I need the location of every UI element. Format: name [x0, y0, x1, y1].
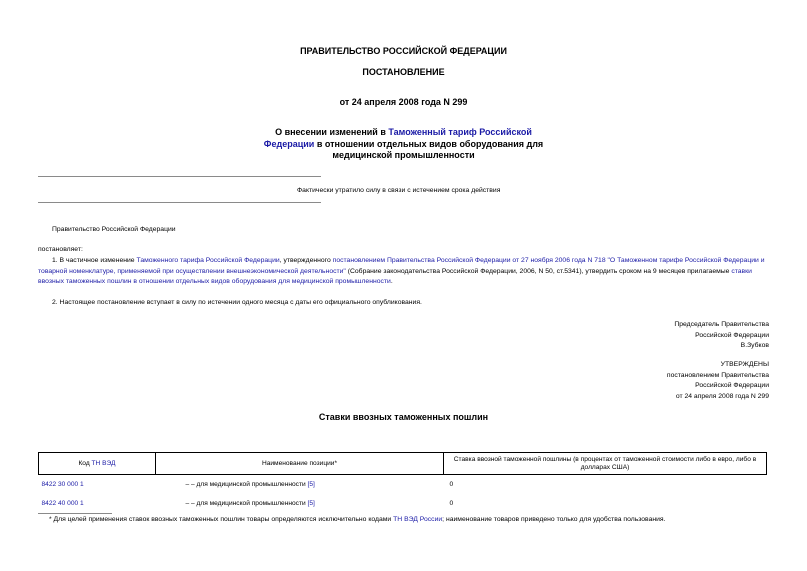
rates-heading: Ставки ввозных таможенных пошлин: [318, 412, 489, 422]
col-name-header: Наименование позиции*: [156, 453, 444, 475]
col-rate-header: Ставка ввозной таможенной пошлины (в процентах от таможенной стоимости либо в евро, либо в долларах США): [444, 453, 767, 475]
title-text-end: в отношении отдельных видов оборудования для медицинской промышленности: [314, 138, 544, 160]
table-row: [39, 494, 767, 513]
approval-block: [667, 360, 769, 402]
p1-text-a: 1. В частичное изменение: [52, 257, 137, 264]
approval-line-3: Российской Федерации: [695, 382, 769, 389]
row-code-link[interactable]: 8422 40 000 1: [41, 500, 84, 507]
paragraph-1: [38, 256, 769, 288]
table-header-row: [39, 453, 767, 475]
document-title: [250, 127, 557, 162]
row-ref-link[interactable]: [5]: [307, 500, 315, 507]
row-name: [156, 475, 444, 495]
document-date-number: от 24 апреля 2008 года N 299: [339, 97, 468, 107]
p1-rates-link[interactable]: ставки ввозных таможенных пошлин в отношении отдельных видов оборудования для медицинской промышленности: [38, 267, 752, 285]
p1-tariff-link[interactable]: Таможенного тарифа Российской Федерации: [136, 257, 280, 264]
row-ref-link[interactable]: [5]: [307, 481, 315, 488]
title-text-start: О внесении изменений в: [275, 127, 389, 137]
divider-top: [38, 176, 321, 177]
footnote: [49, 515, 666, 526]
status-note: Фактически утратило силу в связи с истечением срока действия: [297, 187, 501, 194]
row-code: [39, 494, 156, 513]
title-tariff-link[interactable]: Таможенный тариф Российской Федерации: [263, 127, 532, 149]
approval-line-1: УТВЕРЖДЕНЫ: [720, 361, 769, 368]
approval-line-2: постановлением Правительства: [666, 371, 769, 379]
footnote-text-b: ; наименование товаров приведено только для удобства пользования.: [442, 516, 666, 523]
document-type-heading: ПОСТАНОВЛЕНИЕ: [362, 67, 445, 77]
row-rate: 0: [449, 500, 454, 507]
col-code-header: [39, 453, 156, 475]
paragraph-2: 2. Настоящее постановление вступает в силу по истечении одного месяца с даты его официального опубликования.: [52, 299, 422, 306]
rates-table: [38, 452, 767, 513]
p1-text-b: , утвержденного: [279, 257, 333, 264]
row-rate: 0: [449, 481, 454, 488]
p1-text-d: .: [390, 278, 393, 285]
footnote-tnved-link[interactable]: ТН ВЭД России: [393, 516, 443, 523]
intro-text: Правительство Российской Федерации: [52, 226, 176, 233]
col-code-prefix: Код: [78, 459, 92, 467]
row-name: [156, 494, 444, 513]
government-heading: ПРАВИТЕЛЬСТВО РОССИЙСКОЙ ФЕДЕРАЦИИ: [300, 46, 507, 56]
footnote-text-a: * Для целей применения ставок ввозных таможенных пошлин товары определяются исключительно кодами: [49, 516, 394, 523]
resolves-text: постановляет:: [38, 246, 83, 253]
divider-bottom: [38, 202, 321, 203]
table-row: [39, 475, 767, 495]
signature-block: [674, 320, 769, 352]
row-name-text: – – для медицинской промышленности: [185, 500, 306, 507]
footnote-divider: [38, 513, 112, 514]
approval-line-4: от 24 апреля 2008 года N 299: [675, 392, 769, 400]
p1-text-c: (Собрание законодательства Российской Федерации, 2006, N 50, ст.5341), утвердить сроком на 9 месяцев прилагаемые: [345, 267, 732, 275]
row-code-link[interactable]: 8422 30 000 1: [41, 481, 84, 488]
signature-line-3: В.Зубков: [740, 342, 769, 349]
col-code-tnved-link[interactable]: ТН ВЭД: [91, 459, 116, 467]
row-code: [39, 475, 156, 495]
p1-decree-link[interactable]: постановлением Правительства Российской Федерации от 27 ноября 2006 года N 718 "О Таможенном тарифе Российской Федерации и товарной номенклатуре, применяемой при осуществлении внешнеэкономической деятельности": [38, 257, 765, 275]
signature-line-2: Российской Федерации: [695, 331, 769, 339]
row-name-text: – – для медицинской промышленности: [185, 481, 306, 488]
signature-line-1: Председатель Правительства: [674, 321, 769, 328]
